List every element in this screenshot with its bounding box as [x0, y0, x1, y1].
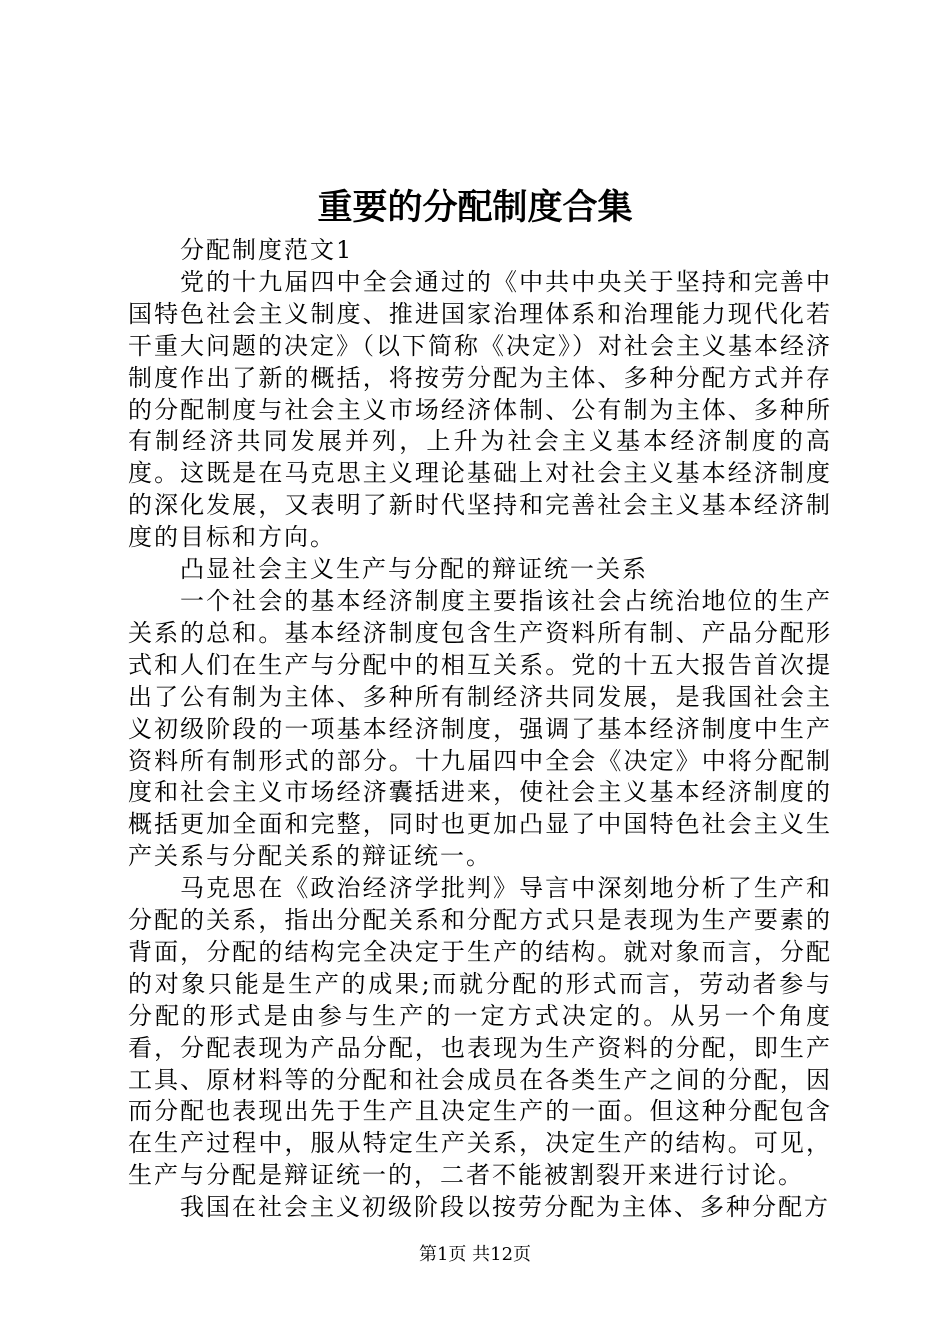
- paragraph: 一个社会的基本经济制度主要指该社会占统治地位的生产关系的总和。基本经济制度包含生产资料所有制、产品分配形式和人们在生产与分配中的相互关系。党的十五大报告首次提出了公有制为主体、多种所有制经济共同发展，是我国社会主义初级阶段的一项基本经济制度，强调了基本经济制度中生产资料所有制形式的部分。十九届四中全会《决定》中将分配制度和社会主义市场经济囊括进来，使社会主义基本经济制度的概括更加全面和完整，同时也更加凸显了中国特色社会主义生产关系与分配关系的辩证统一。: [128, 586, 832, 871]
- page-footer: 第1页 共12页: [418, 1244, 532, 1265]
- document-body: [128, 235, 832, 1224]
- paragraph: 党的十九届四中全会通过的《中共中央关于坚持和完善中国特色社会主义制度、推进国家治理体系和治理能力现代化若干重大问题的决定》（以下简称《决定》）对社会主义基本经济制度作出了新的概括，将按劳分配为主体、多种分配方式并存的分配制度与社会主义市场经济体制、公有制为主体、多种所有制经济共同发展并列，上升为社会主义基本经济制度的高度。这既是在马克思主义理论基础上对社会主义基本经济制度的深化发展，又表明了新时代坚持和完善社会主义基本经济制度的目标和方向。: [128, 267, 832, 552]
- document-title: 重要的分配制度合集: [317, 187, 633, 228]
- paragraph-heading-1: 分配制度范文1: [180, 236, 354, 264]
- paragraph-subheading: 凸显社会主义生产与分配的辩证统一关系: [180, 555, 648, 584]
- paragraph: 我国在社会主义初级阶段以按劳分配为主体、多种分配方: [180, 1193, 830, 1222]
- paragraph: 马克思在《政治经济学批判》导言中深刻地分析了生产和分配的关系，指出分配关系和分配方式只是表现为生产要素的背面，分配的结构完全决定于生产的结构。就对象而言，分配的对象只能是生产的成果;而就分配的形式而言，劳动者参与分配的形式是由参与生产的一定方式决定的。从另一个角度看，分配表现为产品分配，也表现为生产资料的分配，即生产工具、原材料等的分配和社会成员在各类生产之间的分配，因而分配也表现出先于生产且决定生产的一面。但这种分配包含在生产过程中，服从特定生产关系，决定生产的结构。可见，生产与分配是辩证统一的，二者不能被割裂开来进行讨论。: [128, 874, 832, 1190]
